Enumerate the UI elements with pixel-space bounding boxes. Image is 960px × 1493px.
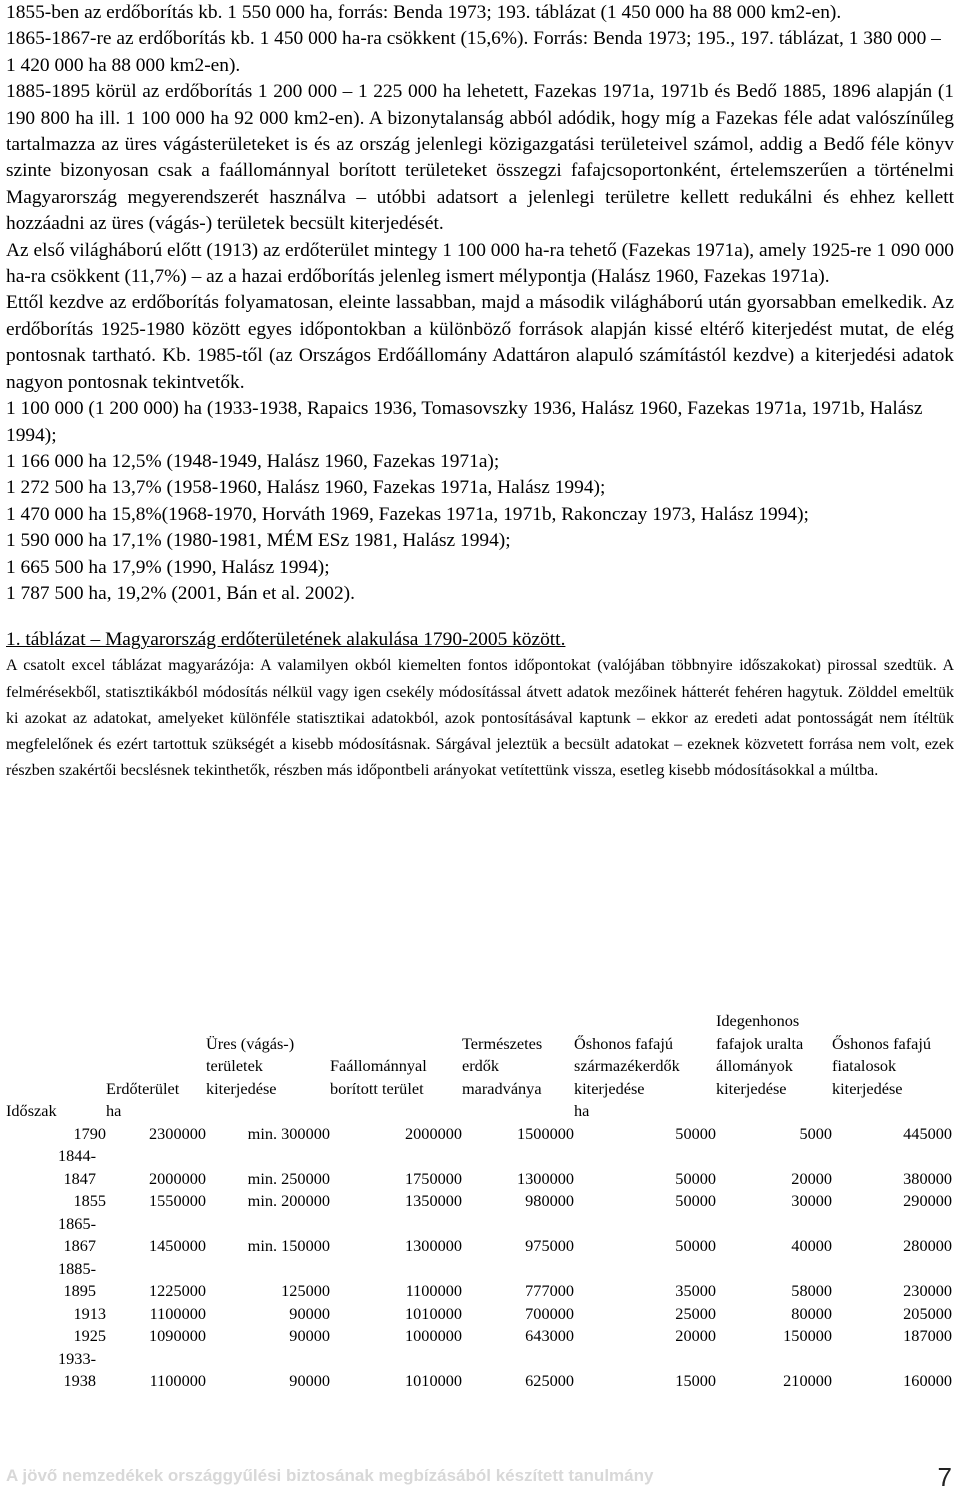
cell-faallomany: 1350000 — [405, 1191, 462, 1210]
list-item: 1 470 000 ha 15,8%(1968-1970, Horváth 1969, Fazekas 1971a, 1971b, Rakonczay 1973, Halász 1994); — [6, 503, 809, 525]
table-row — [6, 1145, 952, 1190]
cell-fiatal: 280000 — [903, 1236, 952, 1255]
cell-faallomany: 1300000 — [405, 1236, 462, 1255]
cell-erdoterulet: 1450000 — [149, 1236, 206, 1255]
cell-period: 1925 — [73, 1326, 106, 1345]
cell-erdoterulet: 1225000 — [149, 1281, 206, 1300]
cell-termeszetes: 625000 — [525, 1371, 574, 1390]
cell-idegen: 150000 — [783, 1326, 832, 1345]
paragraph-1885: 1885-1895 körül az erdőborítás 1 200 000 – 1 225 000 ha lehetett, Fazekas 1971a, 1971b és Bedő 1885, 1896 alapján (1 190 800 ha ill. 1 100 000 ha 92 000 km2-en). A bizonytalanság abból adódik, hogy míg a Fazekas féle adat valószínűleg tartalmazza az üres vágásterületeket is és az ország jelenlegi közigazgatási területeivel számol, addig a Bedő féle könyv szinte bizonyosan csak a faállománnyal borított területeket összegzi fafajcsoportonként, értelemszerűen a történelmi Magyarország megyerendszerét használva – utóbbi adatsort a jelenlegi területre kellett redukálni és ehhez kellett hozzáadni az üres (vágás-) területek becsült kiterjedését. — [6, 81, 954, 235]
cell-ures: 90000 — [289, 1371, 330, 1390]
table-row — [6, 1348, 952, 1393]
table-note: A csatolt excel táblázat magyarázója: A valamilyen okból kiemelten fontos időpontokat (valójában többnyire időszakokat) pirossal szedtük. A felmérésekből, statisztikákból módosítás nélkül vagy igen csekély módosítással átvett adatok mezőinek hátterét fehéren hagytuk. Zölddel emeltük ki azokat az adatokat, amelyeket különféle statisztikai adatokból, azok pontosításával kaptunk – ekkor az eredeti adat pontosságát nem ítéltük megfelelőnek és ezért tartottuk szükségét a kisebb módosításnak. Sárgával jeleztük a becsült adatokat – ezeknek közvetett forrása nem volt, ezek részben szakértői becslésnek tekinthetők, részben más időpontbeli arányokat vetítettünk vissza, esetleg kisebb módosításokkal a múltba. — [6, 657, 954, 780]
cell-ures: min. 250000 — [247, 1168, 330, 1188]
table-header-row — [6, 1010, 952, 1100]
document-page — [6, 0, 954, 784]
list-item: 1 665 500 ha 17,9% (1990, Halász 1994); — [6, 556, 330, 578]
paragraph-1865: 1865-1867-re az erdőborítás kb. 1 450 000 ha-ra csökkent (15,6%). Forrás: Benda 1973; 195., 197. táblázat, 1 380 000 – 1 420 000 ha 88 000 km2-en). — [6, 28, 941, 76]
cell-erdoterulet: 2300000 — [149, 1123, 206, 1143]
cell-faallomany: 1010000 — [405, 1303, 462, 1323]
table-unit-row — [6, 1100, 952, 1123]
cell-fiatal: 160000 — [903, 1371, 952, 1390]
header-faallomany: Faállománnyal borított terület — [330, 1056, 427, 1098]
cell-period: 1885- 1895 — [58, 1258, 96, 1300]
cell-ures: min. 150000 — [247, 1236, 330, 1255]
cell-szarm: 50000 — [675, 1236, 716, 1255]
cell-termeszetes: 643000 — [525, 1326, 574, 1345]
cell-idegen: 40000 — [791, 1236, 832, 1255]
cell-faallomany: 1750000 — [405, 1168, 462, 1188]
forest-area-table — [6, 1010, 952, 1393]
list-item: 1 590 000 ha 17,1% (1980-1981, MÉM ESz 1981, Halász 1994); — [6, 530, 511, 552]
unit-label: ha — [574, 1101, 590, 1120]
cell-szarm: 50000 — [675, 1191, 716, 1210]
cell-period: 1855 — [73, 1191, 106, 1210]
table-row — [6, 1325, 952, 1348]
table-row — [6, 1258, 952, 1303]
list-item: 1 100 000 (1 200 000) ha (1933-1938, Rapaics 1936, Tomasovszky 1936, Halász 1960, Fazekas 1971a, 1971b, Halász 1994); — [6, 398, 923, 446]
table-row — [6, 1123, 952, 1146]
paragraph-1855: 1855-ben az erdőborítás kb. 1 550 000 ha, forrás: Benda 1973; 193. táblázat (1 450 000 ha 88 000 km2-en). — [6, 2, 842, 23]
cell-period: 1913 — [73, 1303, 106, 1323]
cell-idegen: 58000 — [791, 1281, 832, 1300]
cell-faallomany: 1010000 — [405, 1371, 462, 1390]
cell-fiatal: 230000 — [903, 1281, 952, 1300]
cell-termeszetes: 777000 — [525, 1281, 574, 1300]
cell-szarm: 20000 — [675, 1326, 716, 1345]
cell-faallomany: 1000000 — [405, 1326, 462, 1345]
header-ures: Üres (vágás-) területek kiterjedése — [206, 1033, 295, 1098]
list-item: 1 787 500 ha, 19,2% (2001, Bán et al. 2002). — [6, 582, 355, 604]
cell-erdoterulet: 1550000 — [149, 1191, 206, 1210]
cell-period: 1790 — [73, 1123, 106, 1143]
cell-szarm: 35000 — [675, 1281, 716, 1300]
table-body — [6, 1123, 952, 1393]
footer-text: A jövő nemzedékek országgyűlési biztosának megbízásából készített tanulmány — [6, 1466, 654, 1485]
cell-idegen: 80000 — [791, 1303, 832, 1323]
cell-faallomany: 2000000 — [405, 1123, 462, 1143]
table-row — [6, 1190, 952, 1213]
cell-erdoterulet: 1090000 — [149, 1326, 206, 1345]
cell-termeszetes: 1500000 — [517, 1123, 574, 1143]
cell-erdoterulet: 1100000 — [149, 1371, 206, 1390]
header-termeszetes: Természetes erdők maradványa — [462, 1033, 543, 1098]
cell-termeszetes: 700000 — [525, 1303, 574, 1323]
cell-idegen: 20000 — [791, 1168, 832, 1188]
paragraph-growth: Ettől kezdve az erdőborítás folyamatosan, eleinte lassabban, majd a második világháború után gyorsabban emelkedik. Az erdőborítás 1925-1980 között egyes időpontokban a különböző források alapján kissé eltérő kiterjedést mutat, de elég pontosnak tartható. Kb. 1985-től (az Országos Erdőállomány Adattáron alapuló számítástól kezdve) a kiterjedési adatok nagyon pontosnak tekintvetők. — [6, 292, 954, 393]
cell-erdoterulet: 2000000 — [149, 1168, 206, 1188]
cell-period: 1865- 1867 — [58, 1213, 96, 1255]
cell-idegen: 5000 — [799, 1123, 832, 1143]
cell-szarm: 50000 — [675, 1168, 716, 1188]
cell-ures: 90000 — [289, 1303, 330, 1323]
cell-fiatal: 187000 — [903, 1326, 952, 1345]
table-caption: 1. táblázat – Magyarország erdőterületének alakulása 1790-2005 között. — [6, 629, 566, 651]
cell-ures: 125000 — [281, 1281, 330, 1300]
page-number: 7 — [937, 1462, 952, 1492]
cell-fiatal: 290000 — [903, 1191, 952, 1210]
list-item: 1 166 000 ha 12,5% (1948-1949, Halász 1960, Fazekas 1971a); — [6, 450, 500, 472]
unit-label: ha — [106, 1101, 122, 1120]
cell-fiatal: 205000 — [903, 1303, 952, 1323]
cell-faallomany: 1100000 — [405, 1281, 462, 1300]
cell-period: 1844- 1847 — [58, 1146, 96, 1188]
table-row — [6, 1303, 952, 1326]
cell-szarm: 50000 — [675, 1123, 716, 1143]
table-row — [6, 1213, 952, 1258]
cell-idegen: 30000 — [791, 1191, 832, 1210]
header-idegenhonos: Idegenhonos fafajok uralta állományok kiterjedése — [716, 1011, 804, 1098]
period-label: Időszak — [6, 1101, 57, 1120]
cell-termeszetes: 1300000 — [517, 1168, 574, 1188]
cell-szarm: 15000 — [675, 1371, 716, 1390]
cell-period: 1933- 1938 — [58, 1348, 96, 1390]
header-erdoterulet: Erdőterület — [106, 1078, 180, 1098]
forest-area-list — [6, 396, 954, 607]
cell-fiatal: 445000 — [903, 1123, 952, 1143]
cell-termeszetes: 980000 — [525, 1191, 574, 1210]
cell-ures: min. 300000 — [247, 1123, 330, 1143]
cell-erdoterulet: 1100000 — [149, 1303, 206, 1323]
cell-idegen: 210000 — [783, 1371, 832, 1390]
cell-szarm: 25000 — [675, 1303, 716, 1323]
cell-termeszetes: 975000 — [525, 1236, 574, 1255]
cell-fiatal: 380000 — [903, 1168, 952, 1188]
header-oshonos-szarmazek: Őshonos fafajú származékerdők kiterjedése — [574, 1033, 680, 1098]
paragraph-1913: Az első világháború előtt (1913) az erdőterület mintegy 1 100 000 ha-ra tehető (Fazekas 1971a), amely 1925-re 1 090 000 ha-ra csökkent (11,7%) – az a hazai erdőborítás jelenleg ismert mélypontja (Halász 1960, Fazekas 1971a). — [6, 239, 954, 288]
header-oshonos-fiatal: Őshonos fafajú fiatalosok kiterjedése — [832, 1033, 932, 1098]
cell-ures: 90000 — [289, 1326, 330, 1345]
cell-ures: min. 200000 — [247, 1191, 330, 1210]
list-item: 1 272 500 ha 13,7% (1958-1960, Halász 1960, Fazekas 1971a, Halász 1994); — [6, 477, 606, 499]
